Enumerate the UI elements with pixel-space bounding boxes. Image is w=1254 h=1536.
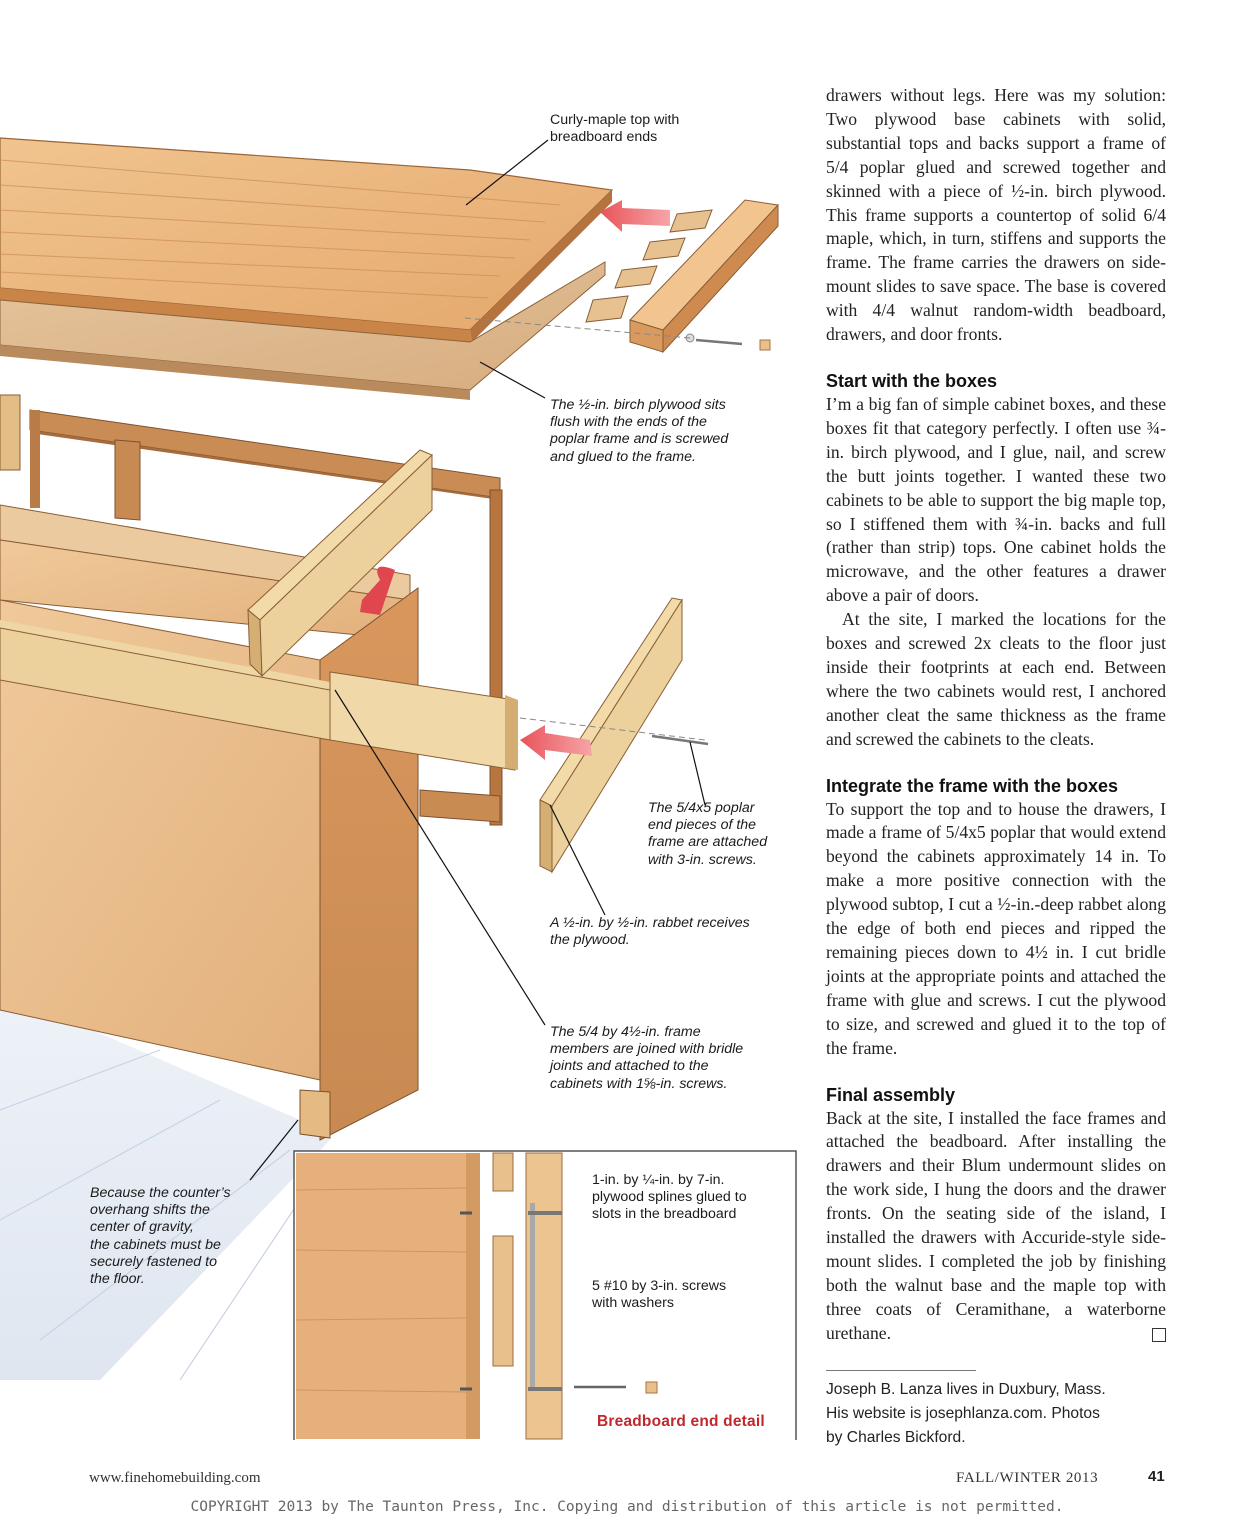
caption-line: the floor.	[90, 1271, 145, 1288]
caption-line: overhang shifts the	[90, 1202, 210, 1219]
bio-line: Joseph B. Lanza lives in Duxbury, Mass.	[826, 1381, 1106, 1398]
caption-line: The 5/4 by 4½-in. frame	[550, 1024, 701, 1040]
caption-line: plywood splines glued to	[592, 1189, 747, 1206]
caption-line: Curly-maple top with	[550, 112, 680, 128]
end-mark-icon	[1152, 1328, 1166, 1342]
caption-overhang	[90, 1185, 231, 1288]
caption-line: The 5/4x5 poplar	[648, 800, 755, 816]
caption-splines	[592, 1172, 747, 1224]
caption-screws	[592, 1278, 726, 1312]
screw-and-washer	[686, 334, 770, 350]
bio-divider	[826, 1370, 976, 1371]
caption-line: and glued to the frame.	[550, 448, 696, 465]
caption-line: the cabinets must be	[90, 1236, 221, 1253]
caption-line: with 3-in. screws.	[648, 851, 757, 868]
red-arrow-top	[600, 200, 670, 232]
section-heading-final: Final assembly	[826, 1084, 956, 1105]
caption-line: the plywood.	[550, 932, 630, 949]
caption-line: breadboard ends	[550, 129, 658, 146]
intro-paragraph: drawers without legs. Here was my solution: Two plywood base cabinets with solid, substantial tops and backs support a frame of 5/4 poplar glued and screwed together and skinned with a piece of ½-in. birch plywood. This frame supports a countertop of solid 6/4 maple, which, in turn, stiffens and supports the frame. The frame carries the drawers on side-mount slides to save space. The base is covered with 4/4 walnut random-width beadboard, drawers, and door fronts.	[826, 85, 1166, 345]
bio-line: His website is josephlanza.com. Photos	[826, 1405, 1100, 1422]
caption-frame-members	[550, 1024, 743, 1093]
article-column	[826, 84, 1166, 1346]
caption-line: frame are attached	[648, 834, 768, 851]
caption-end-pieces	[648, 800, 767, 869]
paragraph-text: Back at the site, I installed the face frames and attached the beadboard. After installing the drawers and their Blum undermount slides on the work side, I hung the doors and the drawer fronts. On the seating side of the island, I installed the drawers with Accuride-style side-mount slides. I completed the job by finishing both the walnut base and the maple top with three coats of Ceramithane, a waterborne urethane.	[826, 1107, 1166, 1343]
caption-curly-maple-top	[550, 112, 679, 146]
footer-website: www.finehomebuilding.com	[89, 1470, 261, 1486]
caption-line: A ½-in. by ½-in. rabbet receives	[550, 915, 750, 931]
caption-line: The ½-in. birch plywood sits	[550, 397, 726, 413]
section-heading-frame: Integrate the frame with the boxes	[826, 775, 1119, 796]
bio-line: by Charles Bickford.	[826, 1429, 966, 1446]
caption-line: Because the counter’s	[90, 1185, 231, 1201]
detail-title: Breadboard end detail	[597, 1413, 765, 1430]
caption-line: with washers	[592, 1295, 675, 1312]
caption-line: securely fastened to	[90, 1253, 217, 1270]
caption-line: members are joined with bridle	[550, 1041, 744, 1058]
caption-line: flush with the ends of the	[550, 414, 707, 431]
paragraph: At the site, I marked the locations for the boxes and screwed 2x cleats to the floor just inside their footprints at each end. Between where the two cabinets would rest, I anchored another cleat the same thickness as the frame and screwed the cabinets to the cleats.	[826, 609, 1166, 749]
footer-issue: FALL/WINTER 2013	[956, 1470, 1099, 1486]
caption-plywood	[550, 397, 728, 466]
caption-line: 1-in. by ¼-in. by 7-in.	[592, 1172, 725, 1188]
caption-line: poplar frame and is screwed	[550, 431, 729, 448]
caption-line: center of gravity,	[90, 1219, 194, 1236]
caption-line: slots in the breadboard	[592, 1206, 737, 1223]
copyright-notice: COPYRIGHT 2013 by The Taunton Press, Inc. Copying and distribution of this article is not permitted.	[190, 1499, 1064, 1515]
paragraph: To support the top and to house the drawers, I made a frame of 5/4x5 poplar that would extend beyond the cabinets approximately 14 in. To make a more positive connection with the plywood subtop, I cut a ½-in.-deep rabbet along the edge of both end pieces and ripped the remaining pieces down to 4½ in. I cut bridle joints at the appropriate points and attached the frame with glue and screws. I cut the plywood to size, and screwed and glued it to the top of the frame.	[826, 798, 1166, 1058]
paragraph: I’m a big fan of simple cabinet boxes, and these boxes fit that category perfectly. I often use ¾-in. birch plywood, and I glue, nail, and screw the butt joints together. I wanted these two cabinets to be able to support the big maple top, so I stiffened them with ¾-in. backs and full (rather than strip) tops. One cabinet holds the microwave, and the other features a drawer above a pair of doors.	[826, 393, 1166, 606]
caption-line: joints and attached to the	[550, 1058, 709, 1075]
section-heading-boxes: Start with the boxes	[826, 370, 998, 391]
caption-line: cabinets with 1⅝-in. screws.	[550, 1075, 728, 1092]
caption-rabbet	[550, 915, 750, 949]
paragraph	[826, 1107, 1166, 1346]
author-bio	[826, 1378, 1166, 1450]
page-number: 41	[1148, 1468, 1165, 1485]
caption-line: 5 #10 by 3-in. screws	[592, 1278, 727, 1294]
caption-line: end pieces of the	[648, 817, 757, 834]
